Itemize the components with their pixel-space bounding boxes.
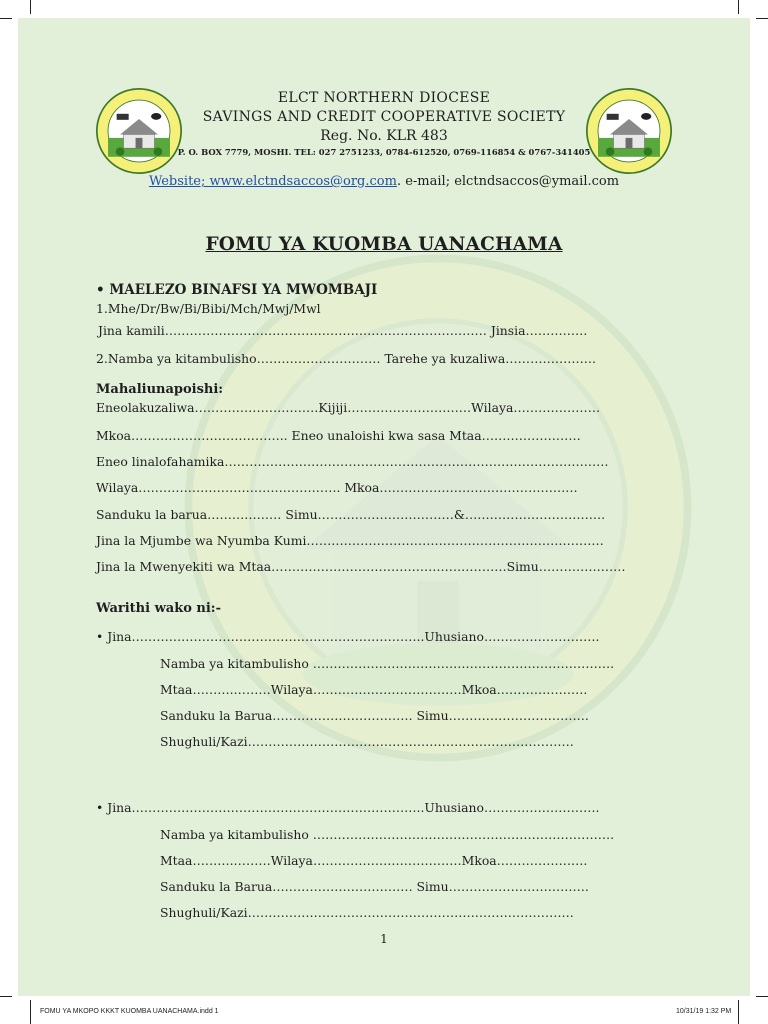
registration-number: Reg. No. KLR 483	[320, 128, 448, 144]
heir-id-field[interactable]: Namba ya kitambulisho ……………………………………………………………….	[160, 827, 615, 842]
heir-occupation-field[interactable]: Shughuli/Kazi…………………………………………………………………….	[160, 905, 574, 920]
salutation-options: 1.Mhe/Dr/Bw/Bi/Bibi/Mch/Mwj/Mwl	[96, 301, 321, 316]
heir-pobox-field[interactable]: Sanduku la Barua……………………………. Simu…………………………….	[160, 708, 589, 723]
heir-name-field[interactable]: • Jina……………………………………………………………..Uhusiano……………………….	[96, 800, 600, 815]
known-area-field[interactable]: Eneo linalofahamika…………………………………………………………………………………	[96, 454, 609, 469]
birthplace-field[interactable]: Eneolakuzaliwa…………………………Kijiji…………………………Wilaya…………………	[96, 400, 601, 415]
region-field[interactable]: Mkoa……………………………….. Eneo unaloishi kwa sasa Mtaa……………………	[96, 428, 581, 443]
crop-mark	[756, 18, 768, 19]
postal-address: P. O. BOX 7779, MOSHI. TEL: 027 2751233, 0784-612520, 0769-116854 & 0767-341405	[177, 147, 591, 157]
full-name-field[interactable]: Jina kamili…………………………………………………………………… Jinsia……………	[98, 323, 588, 338]
heir-name-field[interactable]: • Jina……………………………………………………………..Uhusiano……………………….	[96, 629, 600, 644]
residence-heading: Mahaliunapoishi:	[96, 382, 224, 397]
form-page	[18, 18, 750, 996]
form-title: FOMU YA KUOMBA UANACHAMA	[205, 234, 563, 255]
print-file-name: FOMU YA MKOPO KKKT KUOMBA UANACHAMA.indd 1	[40, 1008, 219, 1015]
id-number-field[interactable]: 2.Namba ya kitambulisho………………………… Tarehe ya kuzaliwa………………….	[96, 351, 596, 366]
heir-location-field[interactable]: Mtaa……….………Wilaya………………………………Mkoa………………….	[160, 682, 588, 697]
org-type: SAVINGS AND CREDIT COOPERATIVE SOCIETY	[202, 109, 566, 125]
po-box-field[interactable]: Sanduku la barua……………… Simu……………………………&…………………………….	[96, 507, 606, 522]
heir-location-field[interactable]: Mtaa……….………Wilaya………………………………Mkoa………………….	[160, 853, 588, 868]
section-heading-personal: • MAELEZO BINAFSI YA MWOMBAJI	[96, 282, 378, 298]
crop-mark	[738, 1000, 739, 1024]
page-number: 1	[380, 932, 388, 946]
crop-mark	[30, 1000, 31, 1024]
ten-cell-leader-field[interactable]: Jina la Mjumbe wa Nyumba Kumi………………………………………………………………	[96, 533, 604, 548]
heirs-heading: Warithi wako ni:-	[96, 601, 222, 616]
email-text: . e-mail; elctndsaccos@ymail.com	[396, 174, 620, 189]
district-field[interactable]: Wilaya…………………………………………. Mkoa…………………………………………	[96, 480, 578, 495]
heir-pobox-field[interactable]: Sanduku la Barua……………………………. Simu…………………………….	[160, 879, 589, 894]
crop-mark	[756, 996, 768, 997]
crop-mark	[0, 18, 12, 19]
crop-mark	[0, 996, 12, 997]
heir-id-field[interactable]: Namba ya kitambulisho ……………………………………………………………….	[160, 656, 615, 671]
contact-line	[18, 174, 750, 189]
heir-occupation-field[interactable]: Shughuli/Kazi…………………………………………………………………….	[160, 734, 574, 749]
crop-mark	[30, 0, 31, 14]
street-chair-field[interactable]: Jina la Mwenyekiti wa Mtaa…………………………………………………Simu…………………	[96, 559, 626, 574]
org-name: ELCT NORTHERN DIOCESE	[277, 90, 491, 106]
website-link[interactable]: Website; www.elctndsaccos@org.com	[148, 174, 397, 189]
print-timestamp: 10/31/19 1:32 PM	[676, 1008, 732, 1015]
crop-mark	[738, 0, 739, 14]
